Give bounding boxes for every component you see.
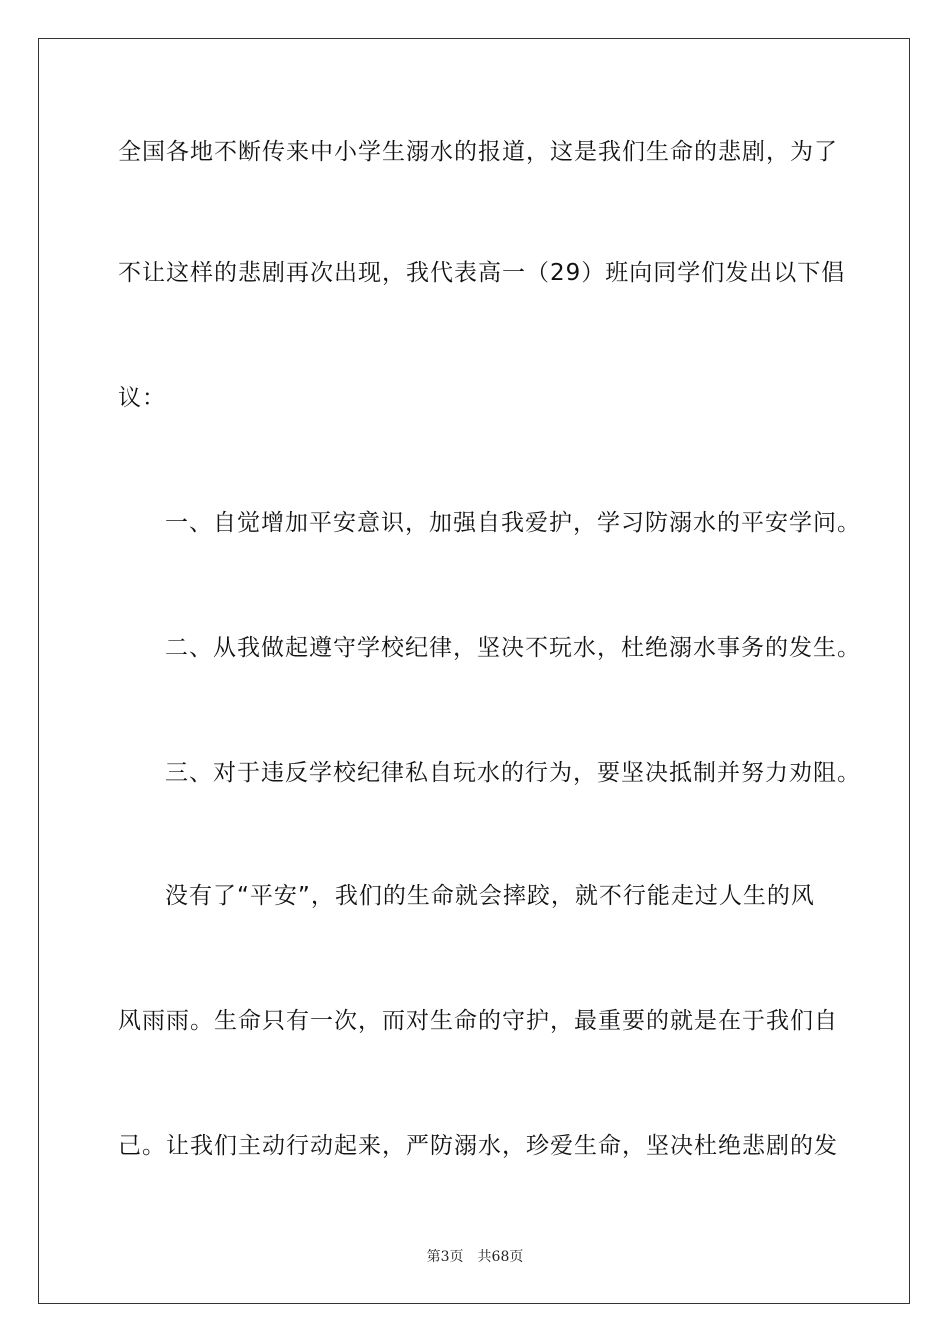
paragraph-line-1: 全国各地不断传来中小学生溺水的报道，这是我们生命的悲剧，为了: [118, 139, 838, 165]
paragraph-line-2: 不让这样的悲剧再次出现，我代表高一（29）班向同学们发出以下倡: [118, 260, 846, 286]
proposal-item-3: 三、对于违反学校纪律私自玩水的行为，要坚决抵制并努力劝阻。: [165, 760, 861, 786]
page-border: [38, 38, 910, 1304]
proposal-item-1: 一、自觉增加平安意识，加强自我爱护，学习防溺水的平安学问。: [165, 510, 861, 536]
page-number: 第3页: [426, 1249, 464, 1265]
page-total: 共68页: [477, 1249, 524, 1265]
paragraph-line-7: 没有了“平安”，我们的生命就会摔跤，就不行能走过人生的风: [165, 883, 815, 909]
proposal-item-2: 二、从我做起遵守学校纪律，坚决不玩水，杜绝溺水事务的发生。: [165, 635, 861, 661]
paragraph-line-8: 风雨雨。生命只有一次，而对生命的守护，最重要的就是在于我们自: [118, 1008, 838, 1034]
page-footer: [0, 1248, 950, 1266]
paragraph-line-9: 己。让我们主动行动起来，严防溺水，珍爱生命，坚决杜绝悲剧的发: [118, 1133, 838, 1159]
paragraph-line-3: 议：: [118, 385, 166, 411]
